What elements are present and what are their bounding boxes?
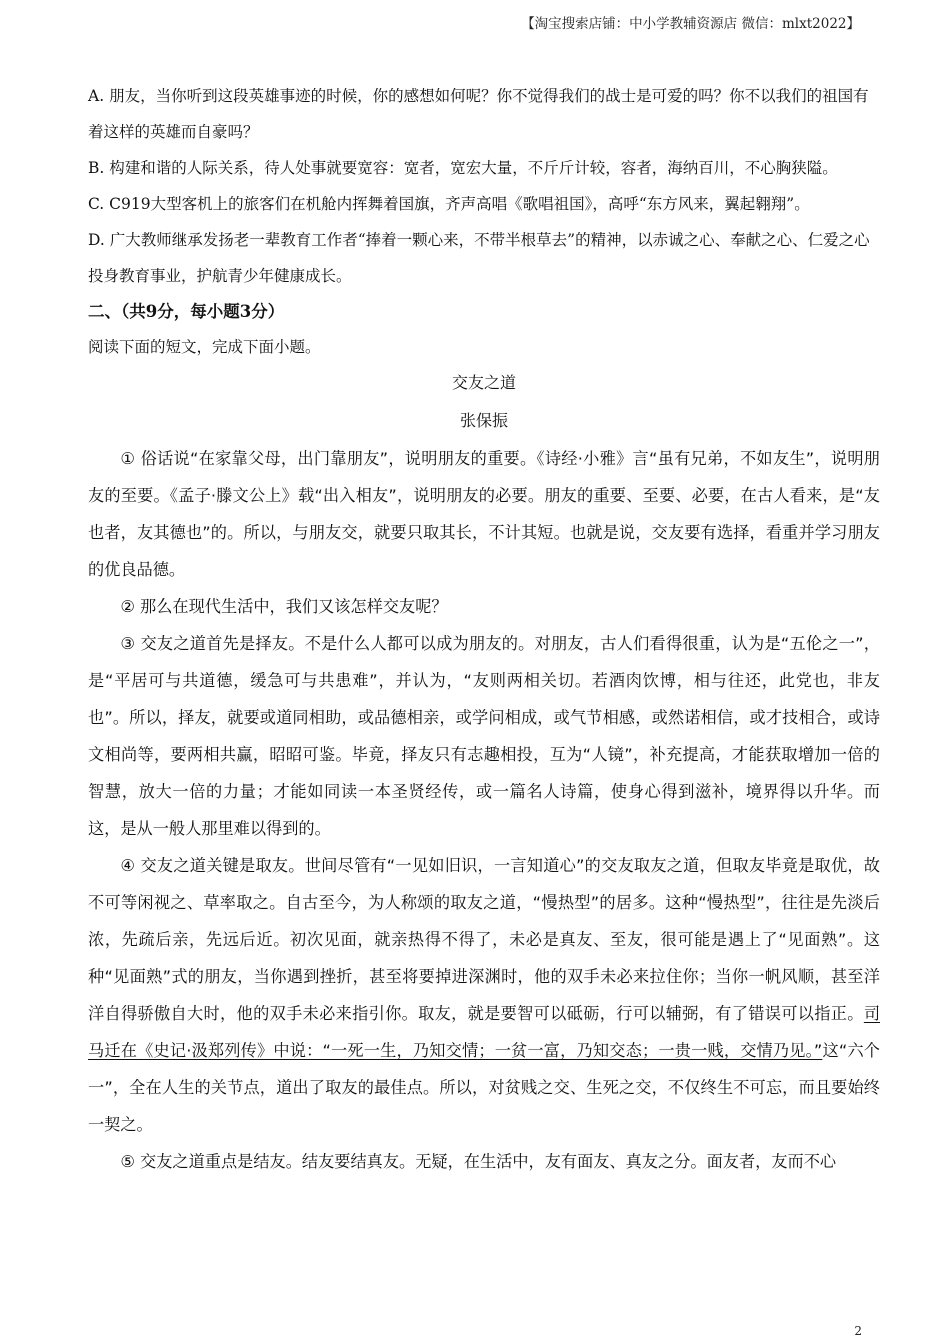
page-content <box>88 78 880 1180</box>
option-label: D. <box>88 231 105 249</box>
article-author: 张保振 <box>459 411 508 430</box>
option-text: 广大教师继承发扬老一辈教育工作者“捧着一颗心来，不带半根草去”的精神，以赤诚之心、奉献之心、仁爱之心投身教育事业，护航青少年健康成长。 <box>88 231 870 285</box>
paragraph-2: ② 那么在现代生活中，我们又该怎样交友呢？ <box>120 597 448 616</box>
paragraph-1: ① 俗话说“在家靠父母，出门靠朋友”，说明朋友的重要。《诗经·小雅》言“虽有兄弟，不如友生”，说明朋友的至要。《孟子·滕文公上》载“出入相友”，说明朋友的必要。朋友的重要、至要、必要，在古人看来，是“友也者，友其德也”的。所以，与朋友交，就要只取其长，不计其短。也就是说，交友要有选择，看重并学习朋友的优良品德。 <box>88 449 880 579</box>
section-instruction: 阅读下面的短文，完成下面小题。 <box>88 338 321 356</box>
option-label: C. <box>88 195 105 213</box>
section-title: 二、（共9分，每小题3分） <box>88 302 285 321</box>
paragraph-3: ③ 交友之道首先是择友。不是什么人都可以成为朋友的。对朋友，古人们看得很重，认为是“五伦之一”，是“平居可与共道德，缓急可与共患难”，并认为，“友则两相关切。若酒肉饮博，相与往还，此党也，非友也”。所以，择友，就要或道同相助，或品德相亲，或学问相成，或气节相感，或然诺相信，或才技相合，或诗文相尚等，要两相共赢，昭昭可鉴。毕竟，择友只有志趣相投，互为“人镜”，补充提高，才能获取增加一倍的智慧，放大一倍的力量；才能如同读一本圣贤经传，或一篇名人诗篇，使身心得到滋补，境界得以升华。而这，是从一般人那里难以得到的。 <box>88 634 880 838</box>
paragraph-5: ⑤ 交友之道重点是结友。结友要结真友。无疑，在生活中，友有面友、真友之分。面友者，友而不心 <box>120 1152 837 1171</box>
article-title: 交友之道 <box>451 373 516 392</box>
option-text: 朋友，当你听到这段英雄事迹的时候，你的感想如何呢？你不觉得我们的战士是可爱的吗？你不以我们的祖国有着这样的英雄而自豪吗？ <box>88 87 869 141</box>
paragraph-4-text: ④ 交友之道关键是取友。世间尽管有“一见如旧识，一言知道心”的交友取友之道，但取友毕竟是取优，故不可等闲视之、草率取之。自古至今，为人称颂的取友之道，“慢热型”的居多。这种“慢热型”，往往是先淡后浓，先疏后亲，先远后近。初次见面，就亲热得不得了，未必是真友、至友，很可能是遇上了“见面熟”。这种“见面熟”式的朋友，当你遇到挫折，甚至将要掉进深渊时，他的双手未必来拉住你；当你一帆风顺，甚至洋洋自得骄傲自大时，他的双手未必来指引你。取友，就是要智可以砥砺，行可以辅弼，有了错误可以指正。 <box>88 856 880 1023</box>
option-text: 构建和谐的人际关系，待人处事就要宽容：宽者，宽宏大量，不斤斤计较，容者，海纳百川，不心胸狭隘。 <box>109 159 838 177</box>
page-number: 2 <box>854 1324 862 1338</box>
option-label: A. <box>88 87 105 105</box>
option-d <box>88 222 880 294</box>
option-b <box>88 150 880 186</box>
paragraph-4 <box>88 847 880 1143</box>
option-label: B. <box>88 159 105 177</box>
option-c <box>88 186 880 222</box>
option-text: C919大型客机上的旅客们在机舱内挥舞着国旗，齐声高唱《歌唱祖国》，高呼“东方风来，翼起翱翔”。 <box>109 195 810 213</box>
paragraph-4-text-end: 这“六个一”，全在人生的关节点，道出了取友的最佳点。所以，对贫贱之交、生死之交，不仅终生不可忘，而且要始终一契之。 <box>88 1041 880 1134</box>
underlined-quote: 司马迁在《史记·汲郑列传》中说：“一死一生，乃知交情；一贫一富，乃知交态；一贵一贱，交情乃见。” <box>88 1004 880 1060</box>
option-a <box>88 78 880 150</box>
page-header: 【淘宝搜索店铺：中小学教辅资源店 微信：mlxt2022】 <box>521 16 860 32</box>
